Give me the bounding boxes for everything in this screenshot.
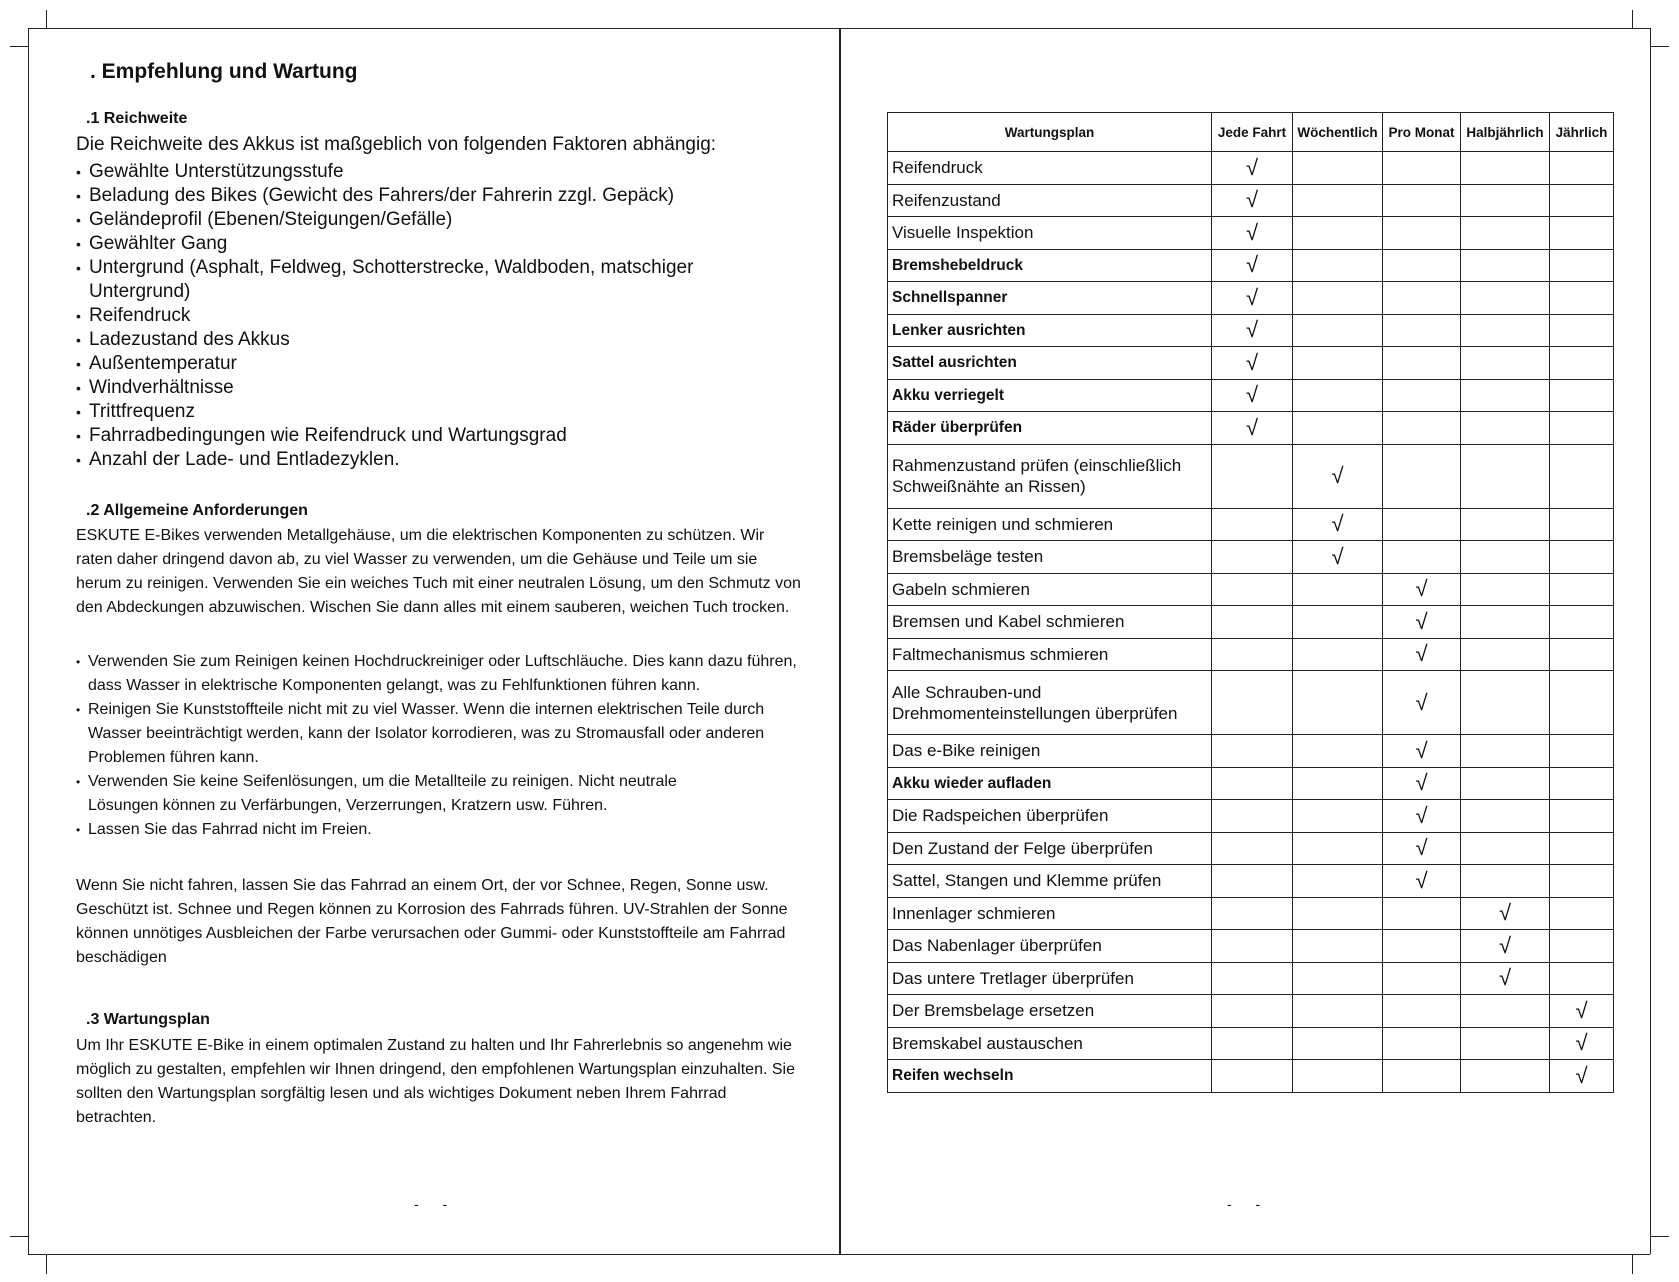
check-mark-icon: √ xyxy=(1383,606,1461,639)
empty-cell xyxy=(1293,962,1383,995)
column-header: Wöchentlich xyxy=(1293,113,1383,152)
task-cell: Das e-Bike reinigen xyxy=(888,735,1212,768)
empty-cell xyxy=(1293,638,1383,671)
empty-cell xyxy=(1293,217,1383,250)
empty-cell xyxy=(1383,1027,1461,1060)
empty-cell xyxy=(1550,412,1614,445)
empty-cell xyxy=(1461,638,1550,671)
empty-cell xyxy=(1550,249,1614,282)
empty-cell xyxy=(1293,767,1383,800)
table-row xyxy=(888,995,1614,1028)
task-cell: Lenker ausrichten xyxy=(888,314,1212,347)
empty-cell xyxy=(1293,606,1383,639)
table-row xyxy=(888,865,1614,898)
task-cell: Reifendruck xyxy=(888,152,1212,185)
task-cell: Visuelle Inspektion xyxy=(888,217,1212,250)
crop-mark xyxy=(46,1254,47,1274)
list-item: • Ladezustand des Akkus xyxy=(76,328,769,352)
empty-cell xyxy=(1212,573,1293,606)
empty-cell xyxy=(1383,897,1461,930)
empty-cell xyxy=(1461,671,1550,735)
check-mark-icon: √ xyxy=(1212,217,1293,250)
list-item: • Windverhältnisse xyxy=(76,376,769,400)
table-row xyxy=(888,379,1614,412)
table-row xyxy=(888,314,1614,347)
task-cell: Die Radspeichen überprüfen xyxy=(888,800,1212,833)
task-cell: Bremsen und Kabel schmieren xyxy=(888,606,1212,639)
check-mark-icon: √ xyxy=(1212,249,1293,282)
empty-cell xyxy=(1461,573,1550,606)
empty-cell xyxy=(1461,508,1550,541)
crop-mark xyxy=(1651,46,1669,47)
crop-mark xyxy=(1632,10,1633,28)
empty-cell xyxy=(1461,865,1550,898)
list-item: • Geländeprofil (Ebenen/Steigungen/Gefälle) xyxy=(76,208,769,232)
column-header: Pro Monat xyxy=(1383,113,1461,152)
list-item: • Reinigen Sie Kunststoffteile nicht mit zu viel Wasser. Wenn die internen elektrischen Teile durch Wasser beeinträchtigt werden, kann der Isolator korrodieren, was zu Stromausfall oder anderen Problemen führen kann. xyxy=(76,698,806,770)
table-row xyxy=(888,767,1614,800)
check-mark-icon: √ xyxy=(1461,930,1550,963)
empty-cell xyxy=(1461,379,1550,412)
task-cell: Das untere Tretlager überprüfen xyxy=(888,962,1212,995)
task-cell: Sattel ausrichten xyxy=(888,347,1212,380)
page-number-left: - - xyxy=(414,1196,458,1212)
list-item: • Fahrradbedingungen wie Reifendruck und Wartungsgrad xyxy=(76,424,769,448)
empty-cell xyxy=(1212,671,1293,735)
empty-cell xyxy=(1461,767,1550,800)
column-header: Jährlich xyxy=(1550,113,1614,152)
empty-cell xyxy=(1212,897,1293,930)
table-row xyxy=(888,508,1614,541)
empty-cell xyxy=(1212,865,1293,898)
list-item: • Gewählter Gang xyxy=(76,232,769,256)
empty-cell xyxy=(1461,412,1550,445)
empty-cell xyxy=(1383,314,1461,347)
task-cell: Bremskabel austauschen xyxy=(888,1027,1212,1060)
list-item: • Lassen Sie das Fahrrad nicht im Freien. xyxy=(76,818,806,842)
empty-cell xyxy=(1212,606,1293,639)
table-row xyxy=(888,184,1614,217)
empty-cell xyxy=(1461,541,1550,574)
table-row xyxy=(888,573,1614,606)
check-mark-icon: √ xyxy=(1293,541,1383,574)
empty-cell xyxy=(1550,638,1614,671)
task-cell: Innenlager schmieren xyxy=(888,897,1212,930)
table-row xyxy=(888,1060,1614,1093)
range-factor-list xyxy=(76,160,769,472)
task-cell: Schnellspanner xyxy=(888,282,1212,315)
task-cell: Räder überprüfen xyxy=(888,412,1212,445)
empty-cell xyxy=(1293,412,1383,445)
empty-cell xyxy=(1212,962,1293,995)
empty-cell xyxy=(1383,217,1461,250)
empty-cell xyxy=(1550,832,1614,865)
empty-cell xyxy=(1212,800,1293,833)
empty-cell xyxy=(1550,671,1614,735)
list-item: • Reifendruck xyxy=(76,304,769,328)
empty-cell xyxy=(1293,995,1383,1028)
empty-cell xyxy=(1293,282,1383,315)
empty-cell xyxy=(1212,832,1293,865)
general-closing: Wenn Sie nicht fahren, lassen Sie das Fahrrad an einem Ort, der vor Schnee, Regen, Sonne usw. Geschützt ist. Schnee und Regen können zu Korrosion des Fahrrads führen. UV-Strahlen der Sonne können unnötiges Ausbleichen der Farbe verursachen oder Gummi- oder Kunststoffteile am Fahrrad beschädigen xyxy=(76,877,788,966)
crop-mark xyxy=(10,46,28,47)
table-row xyxy=(888,541,1614,574)
empty-cell xyxy=(1293,1027,1383,1060)
empty-cell xyxy=(1383,541,1461,574)
range-heading: .1 Reichweite xyxy=(86,110,188,127)
check-mark-icon: √ xyxy=(1550,1027,1614,1060)
table-row xyxy=(888,444,1614,508)
plan-heading: .3 Wartungsplan xyxy=(86,1011,210,1028)
empty-cell xyxy=(1212,638,1293,671)
general-paragraph: ESKUTE E-Bikes verwenden Metallgehäuse, um die elektrischen Komponenten zu schützen. Wir raten daher dringend davon ab, zu viel Wasser zu verwenden, um die Gehäuse und Teile um sie herum zu reinigen. Verwenden Sie ein weiches Tuch mit einer neutralen Lösung, um den Schmutz von den Abdeckungen abzuwischen. Wischen Sie dann alles mit einem sauberen, weichen Tuch trocken. xyxy=(76,527,801,616)
table-row xyxy=(888,897,1614,930)
empty-cell xyxy=(1383,249,1461,282)
empty-cell xyxy=(1293,897,1383,930)
empty-cell xyxy=(1383,379,1461,412)
list-item: • Gewählte Unterstützungsstufe xyxy=(76,160,769,184)
task-cell: Reifenzustand xyxy=(888,184,1212,217)
task-cell: Bremsbeläge testen xyxy=(888,541,1212,574)
crop-mark xyxy=(1632,1254,1633,1274)
empty-cell xyxy=(1461,1027,1550,1060)
check-mark-icon: √ xyxy=(1383,573,1461,606)
table-row xyxy=(888,347,1614,380)
empty-cell xyxy=(1461,1060,1550,1093)
empty-cell xyxy=(1383,930,1461,963)
empty-cell xyxy=(1383,962,1461,995)
general-bullet-list xyxy=(76,650,806,842)
crop-mark xyxy=(10,1236,28,1237)
empty-cell xyxy=(1293,379,1383,412)
list-item: • Trittfrequenz xyxy=(76,400,769,424)
empty-cell xyxy=(1293,1060,1383,1093)
task-cell: Alle Schrauben-und Drehmomenteinstellungen überprüfen xyxy=(888,671,1212,735)
table-row xyxy=(888,249,1614,282)
check-mark-icon: √ xyxy=(1383,638,1461,671)
section-title: . Empfehlung und Wartung xyxy=(90,60,358,83)
general-heading: .2 Allgemeine Anforderungen xyxy=(86,502,308,519)
empty-cell xyxy=(1212,930,1293,963)
check-mark-icon: √ xyxy=(1383,800,1461,833)
empty-cell xyxy=(1550,573,1614,606)
maintenance-table xyxy=(887,112,1614,1093)
empty-cell xyxy=(1461,184,1550,217)
check-mark-icon: √ xyxy=(1383,767,1461,800)
check-mark-icon: √ xyxy=(1212,152,1293,185)
empty-cell xyxy=(1550,217,1614,250)
table-header-row xyxy=(888,113,1614,152)
empty-cell xyxy=(1293,735,1383,768)
list-item: • Anzahl der Lade- und Entladezyklen. xyxy=(76,448,769,472)
empty-cell xyxy=(1383,444,1461,508)
check-mark-icon: √ xyxy=(1461,897,1550,930)
empty-cell xyxy=(1550,152,1614,185)
empty-cell xyxy=(1461,152,1550,185)
table-row xyxy=(888,1027,1614,1060)
table-row xyxy=(888,832,1614,865)
check-mark-icon: √ xyxy=(1212,314,1293,347)
task-cell: Rahmenzustand prüfen (einschließlich Schweißnähte an Rissen) xyxy=(888,444,1212,508)
check-mark-icon: √ xyxy=(1383,671,1461,735)
column-header: Wartungsplan xyxy=(888,113,1212,152)
frame-left-line xyxy=(28,28,29,1254)
empty-cell xyxy=(1550,865,1614,898)
task-cell: Faltmechanismus schmieren xyxy=(888,638,1212,671)
empty-cell xyxy=(1461,606,1550,639)
check-mark-icon: √ xyxy=(1461,962,1550,995)
empty-cell xyxy=(1461,995,1550,1028)
empty-cell xyxy=(1550,541,1614,574)
empty-cell xyxy=(1293,930,1383,963)
range-intro: Die Reichweite des Akkus ist maßgeblich von folgenden Faktoren abhängig: xyxy=(76,134,717,155)
empty-cell xyxy=(1550,379,1614,412)
check-mark-icon: √ xyxy=(1550,995,1614,1028)
empty-cell xyxy=(1212,444,1293,508)
check-mark-icon: √ xyxy=(1293,508,1383,541)
table-row xyxy=(888,930,1614,963)
frame-right-line xyxy=(1650,28,1651,1254)
check-mark-icon: √ xyxy=(1212,184,1293,217)
empty-cell xyxy=(1550,282,1614,315)
task-cell: Reifen wechseln xyxy=(888,1060,1212,1093)
task-cell: Gabeln schmieren xyxy=(888,573,1212,606)
empty-cell xyxy=(1461,249,1550,282)
empty-cell xyxy=(1383,347,1461,380)
column-header: Halbjährlich xyxy=(1461,113,1550,152)
check-mark-icon: √ xyxy=(1550,1060,1614,1093)
empty-cell xyxy=(1293,314,1383,347)
list-item: • Außentemperatur xyxy=(76,352,769,376)
list-item: • Verwenden Sie keine Seifenlösungen, um die Metallteile zu reinigen. Nicht neutrale Lösungen können zu Verfärbungen, Verzerrungen, Kratzern usw. Führen. xyxy=(76,770,748,818)
empty-cell xyxy=(1550,767,1614,800)
page-divider xyxy=(839,28,841,1254)
empty-cell xyxy=(1550,314,1614,347)
frame-bottom-line xyxy=(28,1254,1650,1255)
empty-cell xyxy=(1293,249,1383,282)
check-mark-icon: √ xyxy=(1293,444,1383,508)
empty-cell xyxy=(1550,184,1614,217)
empty-cell xyxy=(1212,541,1293,574)
empty-cell xyxy=(1461,282,1550,315)
check-mark-icon: √ xyxy=(1212,282,1293,315)
empty-cell xyxy=(1550,735,1614,768)
empty-cell xyxy=(1550,444,1614,508)
table-row xyxy=(888,152,1614,185)
crop-mark xyxy=(46,10,47,28)
empty-cell xyxy=(1212,508,1293,541)
empty-cell xyxy=(1293,184,1383,217)
plan-paragraph: Um Ihr ESKUTE E-Bike in einem optimalen Zustand zu halten und Ihr Fahrerlebnis so angenehm wie möglich zu gestalten, empfehlen wir Ihnen dringend, den empfohlenen Wartungsplan einzuhalten. Sie sollten den Wartungsplan sorgfältig lesen und als wichtiges Dokument neben Ihrem Fahrrad betrachten. xyxy=(76,1037,795,1126)
task-cell: Den Zustand der Felge überprüfen xyxy=(888,832,1212,865)
empty-cell xyxy=(1293,573,1383,606)
table-row xyxy=(888,671,1614,735)
empty-cell xyxy=(1461,735,1550,768)
empty-cell xyxy=(1293,152,1383,185)
table-row xyxy=(888,282,1614,315)
task-cell: Akku wieder aufladen xyxy=(888,767,1212,800)
empty-cell xyxy=(1550,897,1614,930)
task-cell: Akku verriegelt xyxy=(888,379,1212,412)
empty-cell xyxy=(1383,184,1461,217)
check-mark-icon: √ xyxy=(1383,865,1461,898)
empty-cell xyxy=(1212,1060,1293,1093)
empty-cell xyxy=(1383,508,1461,541)
check-mark-icon: √ xyxy=(1212,347,1293,380)
empty-cell xyxy=(1293,832,1383,865)
empty-cell xyxy=(1383,152,1461,185)
empty-cell xyxy=(1212,995,1293,1028)
table-row xyxy=(888,217,1614,250)
crop-mark xyxy=(1651,1236,1669,1237)
task-cell: Der Bremsbelage ersetzen xyxy=(888,995,1212,1028)
empty-cell xyxy=(1550,800,1614,833)
empty-cell xyxy=(1461,444,1550,508)
empty-cell xyxy=(1293,671,1383,735)
empty-cell xyxy=(1550,962,1614,995)
empty-cell xyxy=(1550,606,1614,639)
empty-cell xyxy=(1550,930,1614,963)
list-item: • Verwenden Sie zum Reinigen keinen Hochdruckreiniger oder Luftschläuche. Dies kann dazu führen, dass Wasser in elektrische Komponenten gelangt, was zu Fehlfunktionen führen kann. xyxy=(76,650,806,698)
empty-cell xyxy=(1383,282,1461,315)
empty-cell xyxy=(1212,1027,1293,1060)
table-row xyxy=(888,412,1614,445)
empty-cell xyxy=(1461,314,1550,347)
check-mark-icon: √ xyxy=(1383,832,1461,865)
empty-cell xyxy=(1383,1060,1461,1093)
empty-cell xyxy=(1461,217,1550,250)
check-mark-icon: √ xyxy=(1212,412,1293,445)
empty-cell xyxy=(1550,508,1614,541)
task-cell: Kette reinigen und schmieren xyxy=(888,508,1212,541)
column-header: Jede Fahrt xyxy=(1212,113,1293,152)
empty-cell xyxy=(1383,995,1461,1028)
table-row xyxy=(888,800,1614,833)
empty-cell xyxy=(1461,800,1550,833)
page-number-right: - - xyxy=(1227,1196,1271,1212)
empty-cell xyxy=(1461,832,1550,865)
empty-cell xyxy=(1461,347,1550,380)
empty-cell xyxy=(1383,412,1461,445)
empty-cell xyxy=(1293,347,1383,380)
empty-cell xyxy=(1212,767,1293,800)
task-cell: Bremshebeldruck xyxy=(888,249,1212,282)
empty-cell xyxy=(1293,800,1383,833)
task-cell: Das Nabenlager überprüfen xyxy=(888,930,1212,963)
empty-cell xyxy=(1212,735,1293,768)
check-mark-icon: √ xyxy=(1212,379,1293,412)
empty-cell xyxy=(1293,865,1383,898)
empty-cell xyxy=(1550,347,1614,380)
list-item: • Untergrund (Asphalt, Feldweg, Schotterstrecke, Waldboden, matschiger Untergrund) xyxy=(76,256,739,304)
task-cell: Sattel, Stangen und Klemme prüfen xyxy=(888,865,1212,898)
list-item: • Beladung des Bikes (Gewicht des Fahrers/der Fahrerin zzgl. Gepäck) xyxy=(76,184,769,208)
table-row xyxy=(888,638,1614,671)
table-row xyxy=(888,606,1614,639)
table-row xyxy=(888,735,1614,768)
check-mark-icon: √ xyxy=(1383,735,1461,768)
table-row xyxy=(888,962,1614,995)
